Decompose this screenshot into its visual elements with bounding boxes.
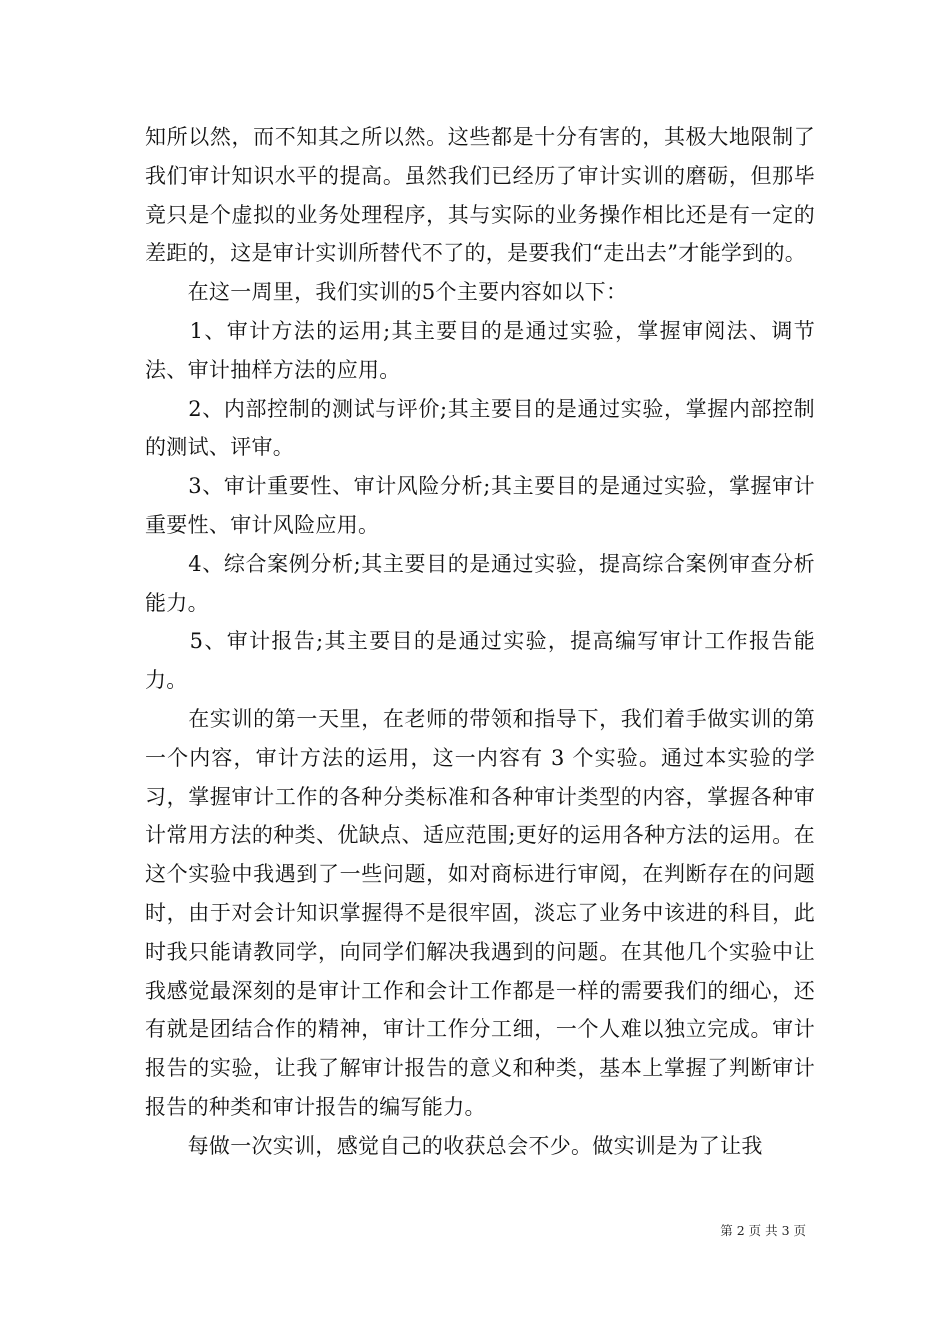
paragraph-reflection: 每做一次实训，感觉自己的收获总会不少。做实训是为了让我	[145, 1133, 763, 1158]
document-body	[145, 118, 815, 1166]
page-number: 第 2 页 共 3 页	[720, 1223, 806, 1238]
list-item-internal-control: 2、内部控制的测试与评价;其主要目的是通过实验，掌握内部控制的测试、评审。	[145, 396, 815, 460]
paragraph-intro-continuation: 知所以然，而不知其之所以然。这些都是十分有害的，其极大地限制了我们审计知识水平的提高。虽然我们已经历了审计实训的磨砺，但那毕竟只是个虚拟的业务处理程序，其与实际的业务操作相比还是有一定的差距的，这是审计实训所替代不了的，是要我们“走出去”才能学到的。	[145, 125, 815, 266]
list-item-materiality-risk: 3、审计重要性、审计风险分析;其主要目的是通过实验，掌握审计重要性、审计风险应用。	[145, 474, 815, 537]
paragraph-training-overview: 在这一周里，我们实训的5个主要内容如以下：	[145, 280, 628, 305]
list-item-audit-methods: 1、审计方法的运用;其主要目的是通过实验，掌握审阅法、调节法、审计抽样方法的应用。	[145, 318, 815, 382]
list-item-case-analysis: 4、综合案例分析;其主要目的是通过实验，提高综合案例审查分析能力。	[145, 551, 815, 615]
list-item-audit-report: 5、审计报告;其主要目的是通过实验，提高编写审计工作报告能力。	[145, 629, 815, 693]
paragraph-first-day: 在实训的第一天里，在老师的带领和指导下，我们着手做实训的第一个内容，审计方法的运用，这一内容有 3 个实验。通过本实验的学习，掌握审计工作的各种分类标准和各种审计类型的内容，掌握各种审计常用方法的种类、优缺点、适应范围;更好的运用各种方法的运用。在这个实验中我遇到了一些问题，如对商标进行审阅，在判断存在的问题时，由于对会计知识掌握得不是很牢固，淡忘了业务中该进的科目，此时我只能请教同学，向同学们解决我遇到的问题。在其他几个实验中让我感觉最深刻的是审计工作和会计工作都是一样的需要我们的细心，还有就是团结合作的精神，审计工作分工细，一个人难以独立完成。审计报告的实验，让我了解审计报告的意义和种类，基本上掌握了判断审计报告的种类和审计报告的编写能力。	[145, 706, 815, 1119]
